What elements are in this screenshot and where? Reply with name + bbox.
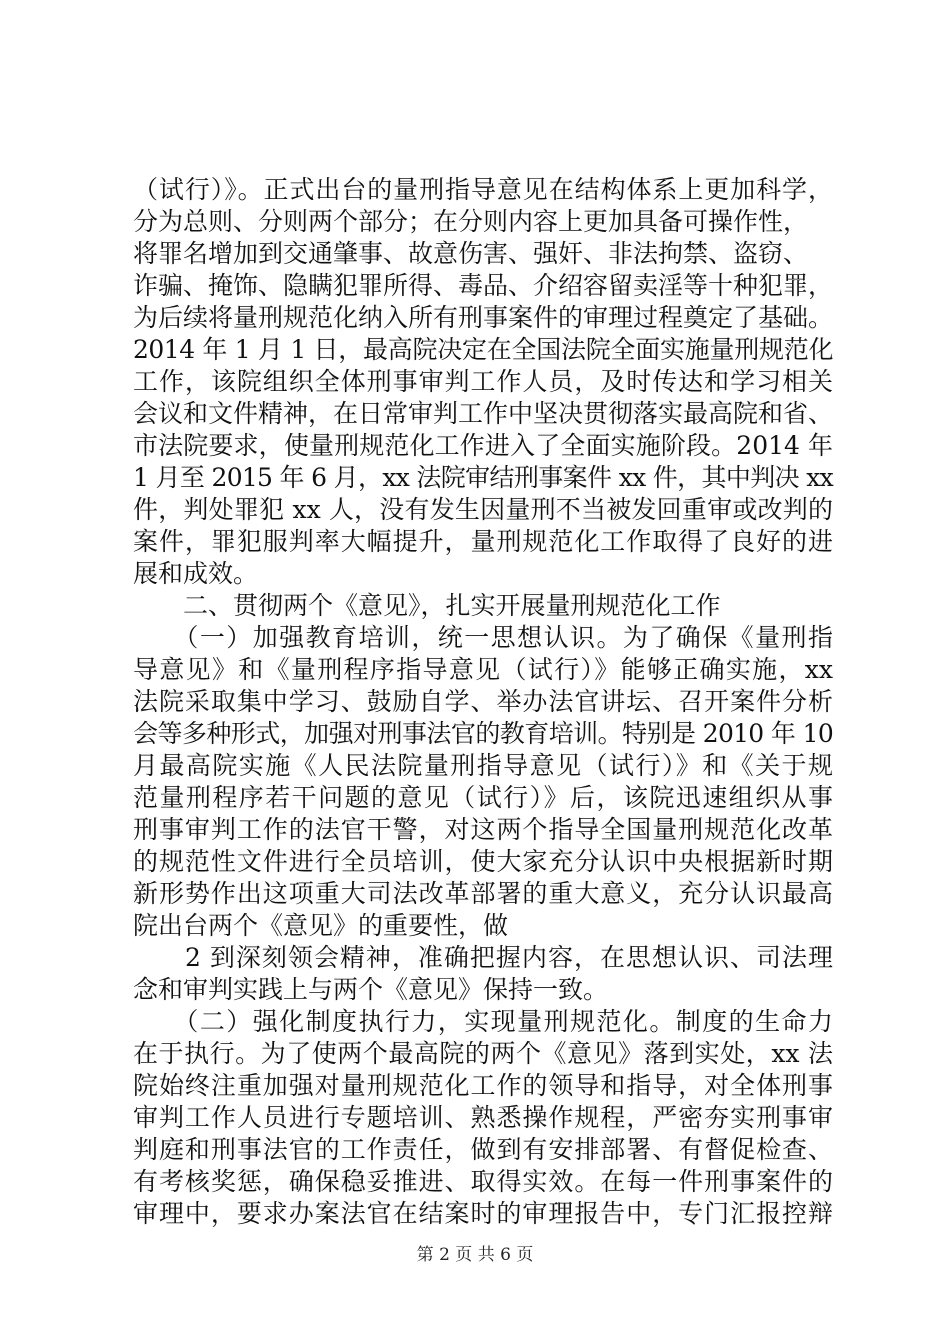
text-line: 导意见》和《量刑程序指导意见（试行）》能够正确实施，xx	[133, 655, 833, 684]
text-line: 将罪名增加到交通肇事、故意伤害、强奸、非法拘禁、盗窃、	[133, 239, 809, 268]
text-line: 案件，罪犯服判率大幅提升，量刑规范化工作取得了良好的进	[133, 527, 833, 556]
text-line: 有考核奖惩，确保稳妥推进、取得实效。在每一件刑事案件的	[133, 1167, 833, 1196]
text-line: 的规范性文件进行全员培训，使大家充分认识中央根据新时期	[133, 847, 833, 876]
text-line: 范量刑程序若干问题的意见（试行）》后，该院迅速组织从事	[133, 783, 833, 812]
text-line: （试行）》。正式出台的量刑指导意见在结构体系上更加科学，	[133, 175, 833, 204]
text-line: 判庭和刑事法官的工作责任，做到有安排部署、有督促检查、	[133, 1135, 833, 1164]
text-line: 展和成效。	[133, 559, 259, 588]
text-line: 院始终注重加强对量刑规范化工作的领导和指导，对全体刑事	[133, 1071, 833, 1100]
text-line: 二、贯彻两个《意见》，扎实开展量刑规范化工作	[133, 591, 721, 620]
text-line: 念和审判实践上与两个《意见》保持一致。	[133, 975, 609, 1004]
text-line: （一）加强教育培训，统一思想认识。为了确保《量刑指	[133, 623, 833, 652]
page-footer: 第 2 页 共 6 页	[416, 1245, 534, 1265]
text-line: 分为总则、分则两个部分；在分则内容上更加具备可操作性，	[133, 207, 809, 236]
text-line: 工作，该院组织全体刑事审判工作人员，及时传达和学习相关	[133, 367, 833, 396]
text-line: 2014 年 1 月 1 日，最高院决定在全国法院全面实施量刑规范化	[133, 335, 833, 364]
text-line: 件，判处罪犯 xx 人，没有发生因量刑不当被发回重审或改判的	[133, 495, 833, 524]
text-line: 月最高院实施《人民法院量刑指导意见（试行）》和《关于规	[133, 751, 833, 780]
text-line: 在于执行。为了使两个最高院的两个《意见》落到实处，xx 法	[133, 1039, 833, 1068]
text-line: 新形势作出这项重大司法改革部署的重大意义，充分认识最高	[133, 879, 833, 908]
text-line: 会等多种形式，加强对刑事法官的教育培训。特别是 2010 年 10	[133, 719, 833, 748]
text-line: 审理中，要求办案法官在结案时的审理报告中，专门汇报控辩	[133, 1199, 833, 1228]
text-line: 为后续将量刑规范化纳入所有刑事案件的审理过程奠定了基础。	[133, 303, 834, 332]
text-line: （二）强化制度执行力，实现量刑规范化。制度的生命力	[133, 1007, 833, 1036]
text-line: 市法院要求，使量刑规范化工作进入了全面实施阶段。2014 年	[133, 431, 833, 460]
text-line: 审判工作人员进行专题培训、熟悉操作规程，严密夯实刑事审	[133, 1103, 833, 1132]
body-text	[133, 174, 833, 1230]
text-line: 2 到深刻领会精神，准确把握内容，在思想认识、司法理	[133, 943, 833, 972]
text-line: 1 月至 2015 年 6 月，xx 法院审结刑事案件 xx 件，其中判决 xx	[133, 463, 833, 492]
text-line: 院出台两个《意见》的重要性，做	[133, 911, 509, 940]
text-line: 会议和文件精神，在日常审判工作中坚决贯彻落实最高院和省、	[133, 399, 834, 428]
text-line: 诈骗、掩饰、隐瞒犯罪所得、毒品、介绍容留卖淫等十种犯罪，	[133, 271, 834, 300]
text-line: 法院采取集中学习、鼓励自学、举办法官讲坛、召开案件分析	[133, 687, 833, 716]
text-line: 刑事审判工作的法官干警，对这两个指导全国量刑规范化改革	[133, 815, 833, 844]
